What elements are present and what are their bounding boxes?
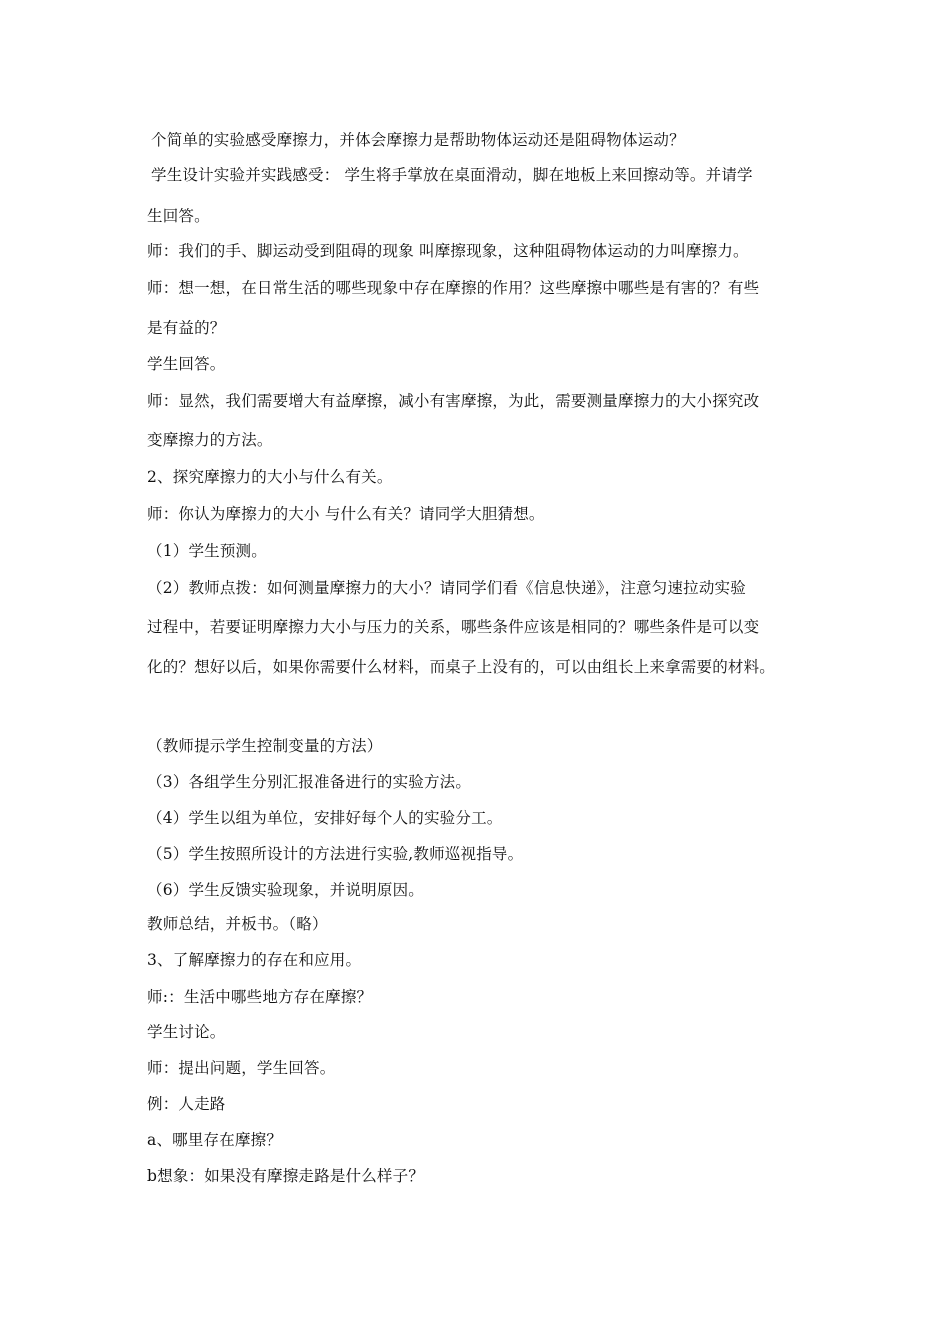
text-line-25: 师：提出问题，学生回答。 [147,1059,336,1077]
text-line-23: 师:：生活中哪些地方存在摩擦？ [147,988,373,1006]
list-item-4: （4）学生以组为单位，安排好每个人的实验分工。 [147,809,503,827]
text-line-2: 学生设计实验并实践感受： 学生将手掌放在桌面滑动，脚在地板上来回擦动等。并请学 [151,166,753,184]
text-line-28: b想象：如果没有摩擦走路是什么样子？ [147,1167,425,1185]
section-heading-3: 3、了解摩擦力的存在和应用。 [147,951,362,969]
text-line-9: 变摩擦力的方法。 [147,431,273,449]
text-line-4: 师：我们的手、脚运动受到阻碍的现象 叫摩擦现象，这种阻碍物体运动的力叫摩擦力。 [147,242,749,260]
text-line-11: 师：你认为摩擦力的大小 与什么有关？请同学大胆猜想。 [147,505,545,523]
text-line-14: 过程中，若要证明摩擦力大小与压力的关系，哪些条件应该是相同的？哪些条件是可以变 [147,618,760,636]
text-line-26: 例：人走路 [147,1095,226,1113]
text-line-24: 学生讨论。 [147,1023,226,1041]
text-line-21: 教师总结，并板书。（略） [147,915,328,933]
text-line-1: 个简单的实验感受摩擦力，并体会摩擦力是帮助物体运动还是阻碍物体运动？ [151,131,685,149]
text-line-5: 师：想一想，在日常生活的哪些现象中存在摩擦的作用？这些摩擦中哪些是有害的？有些 [147,279,760,297]
text-line-16: （教师提示学生控制变量的方法） [147,737,383,755]
text-line-27: a、哪里存在摩擦？ [147,1131,283,1149]
list-item-1: （1）学生预测。 [147,542,267,560]
text-line-3: 生回答。 [147,207,210,225]
list-item-5: （5）学生按照所设计的方法进行实验,教师巡视指导。 [147,845,524,863]
section-heading-2: 2、探究摩擦力的大小与什么有关。 [147,468,393,486]
list-item-3: （3）各组学生分别汇报准备进行的实验方法。 [147,773,472,791]
text-line-7: 学生回答。 [147,355,226,373]
list-item-6: （6）学生反馈实验现象，并说明原因。 [147,881,424,899]
text-line-6: 是有益的？ [147,319,226,337]
text-line-8: 师：显然，我们需要增大有益摩擦，减小有害摩擦，为此，需要测量摩擦力的大小探究改 [147,392,760,410]
text-line-15: 化的？想好以后，如果你需要什么材料，而桌子上没有的，可以由组长上来拿需要的材料。 [147,658,776,676]
list-item-2: （2）教师点拨：如何测量摩擦力的大小？请同学们看《信息快递》，注意匀速拉动实验 [147,579,746,597]
